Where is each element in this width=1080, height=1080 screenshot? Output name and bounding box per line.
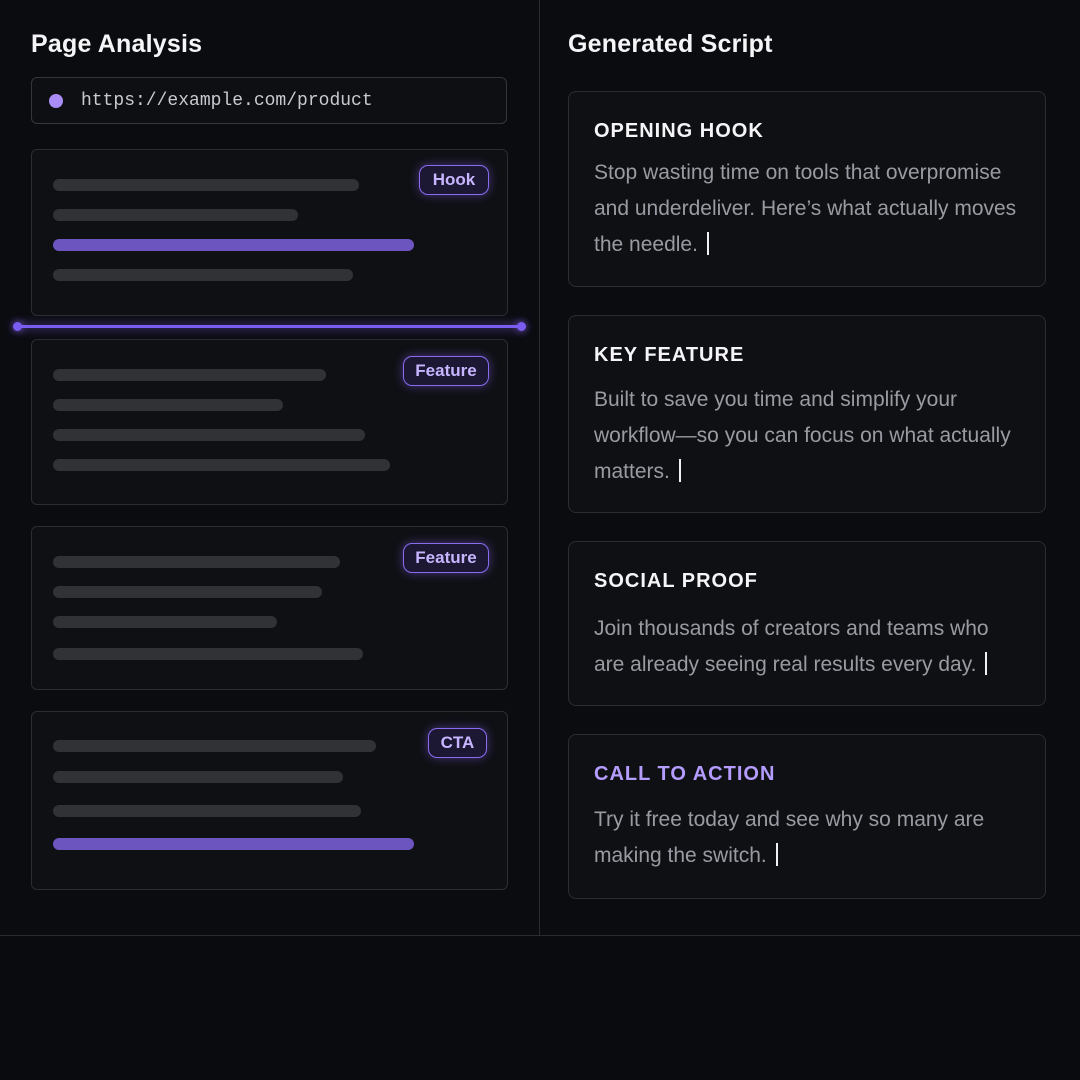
url-text: https://example.com/product <box>81 91 373 111</box>
content-line <box>53 771 343 783</box>
script-card-body <box>594 802 1024 874</box>
script-card-social-proof[interactable] <box>568 541 1046 706</box>
scan-line <box>17 325 522 328</box>
footer-area <box>0 936 1080 1080</box>
section-card-cta[interactable] <box>31 711 508 890</box>
content-line <box>53 429 365 441</box>
script-card-body <box>594 611 1024 683</box>
generated-script-panel <box>540 0 1080 936</box>
script-card-call-to-action[interactable] <box>568 734 1046 899</box>
content-line <box>53 648 363 660</box>
section-card-feature[interactable] <box>31 526 508 690</box>
content-line <box>53 399 283 411</box>
content-line <box>53 209 298 221</box>
script-card-opening-hook[interactable] <box>568 91 1046 287</box>
script-card-heading: SOCIAL PROOF <box>594 570 758 592</box>
text-cursor <box>707 232 709 255</box>
script-card-text: Built to save you time and simplify your workflow—so you can focus on what actually matters. <box>594 388 1011 483</box>
text-cursor <box>679 459 681 482</box>
script-card-heading: OPENING HOOK <box>594 120 764 142</box>
section-card-feature[interactable] <box>31 339 508 505</box>
script-card-key-feature[interactable] <box>568 315 1046 513</box>
content-line <box>53 556 340 568</box>
content-line <box>53 616 277 628</box>
content-line <box>53 369 326 381</box>
content-line <box>53 179 359 191</box>
section-tag-feature: Feature <box>403 543 489 573</box>
status-dot-icon <box>49 94 63 108</box>
script-card-text: Try it free today and see why so many are making the switch. <box>594 808 985 867</box>
script-card-body <box>594 155 1024 263</box>
section-tag-feature: Feature <box>403 356 489 386</box>
page-analysis-title: Page Analysis <box>31 30 203 58</box>
section-tag-cta: CTA <box>428 728 487 758</box>
generated-script-title: Generated Script <box>568 30 773 58</box>
content-line <box>53 740 376 752</box>
content-line <box>53 459 390 471</box>
script-card-text: Join thousands of creators and teams who are already seeing real results every day. <box>594 617 989 676</box>
content-line <box>53 805 361 817</box>
url-bar[interactable] <box>31 77 507 124</box>
text-cursor <box>985 652 987 675</box>
scan-line-start-dot <box>13 322 22 331</box>
section-tag-hook: Hook <box>419 165 489 195</box>
script-card-heading: CALL TO ACTION <box>594 763 776 785</box>
scan-line-end-dot <box>517 322 526 331</box>
highlighted-content-line <box>53 239 414 251</box>
text-cursor <box>776 843 778 866</box>
script-card-body <box>594 382 1024 490</box>
content-line <box>53 586 322 598</box>
highlighted-content-line <box>53 838 414 850</box>
script-card-heading: KEY FEATURE <box>594 344 745 366</box>
page-analysis-panel <box>0 0 539 936</box>
content-line <box>53 269 353 281</box>
script-card-text: Stop wasting time on tools that overpromise and underdeliver. Here’s what actually moves the needle. <box>594 161 1017 256</box>
section-card-hook[interactable] <box>31 149 508 316</box>
